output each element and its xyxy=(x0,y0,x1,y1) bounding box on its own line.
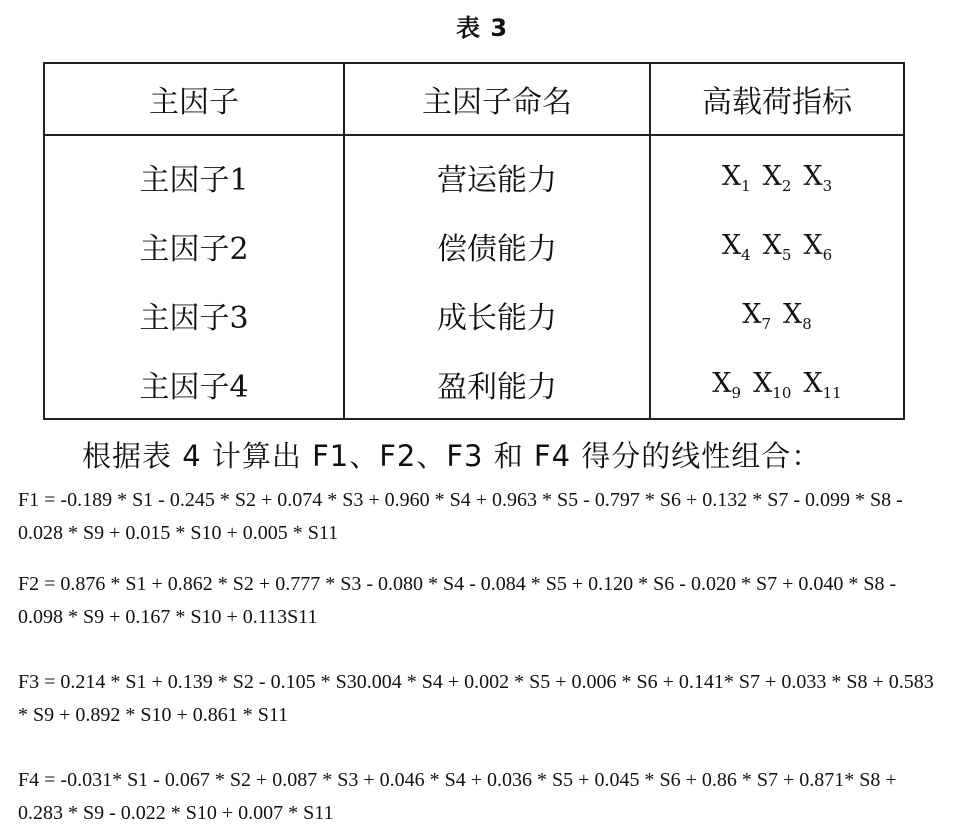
indicator-subscript: 2 xyxy=(781,177,792,195)
indicator-letter: X xyxy=(803,161,823,192)
indicator xyxy=(803,230,832,264)
formula-f1: F1 = -0.189 * S1 - 0.245 * S2 + 0.074 * S3 + 0.960 * S4 + 0.963 * S5 - 0.797 * S6 + 0.132 * S7 - 0.099 * S8 - 0.028 * S9 + 0.015 * S10 + 0.005 * S11 xyxy=(18,489,903,544)
table-header-row xyxy=(44,63,904,135)
indicator-subscript: 3 xyxy=(822,177,833,195)
indicator-subscript: 10 xyxy=(772,384,792,402)
indicator-letter: X xyxy=(803,368,823,399)
cell-factor: 主因子2 xyxy=(44,211,344,280)
header-high-loading-indicators: 高载荷指标 xyxy=(650,63,904,135)
table-row xyxy=(44,211,904,280)
indicator-subscript: 7 xyxy=(761,315,771,333)
indicator xyxy=(722,161,751,195)
cell-factor-name: 成长能力 xyxy=(344,280,650,349)
cell-indicators xyxy=(650,135,904,211)
formula-caption: 根据表 4 计算出 F1、F2、F3 和 F4 得分的线性组合： xyxy=(82,439,822,473)
cell-factor: 主因子4 xyxy=(44,349,344,419)
table-title: 表 3 xyxy=(455,14,509,42)
indicator-letter: X xyxy=(721,161,742,192)
indicator xyxy=(803,161,832,195)
cell-factor: 主因子3 xyxy=(44,280,344,349)
formula-f4: F4 = -0.031* S1 - 0.067 * S2 + 0.087 * S3 + 0.046 * S4 + 0.036 * S5 + 0.045 * S6 + 0.86 * S7 + 0.871* S8 + 0.283 * S9 - 0.022 * S10 + 0.007 * S11 xyxy=(18,769,897,824)
formula-f3: F3 = 0.214 * S1 + 0.139 * S2 - 0.105 * S30.004 * S4 + 0.002 * S5 + 0.006 * S6 + 0.141* S7 + 0.033 * S8 + 0.583 * S9 + 0.892 * S10 + 0.861 * S11 xyxy=(18,671,934,726)
table-row xyxy=(44,349,904,419)
cell-factor-name: 营运能力 xyxy=(344,135,650,211)
indicator xyxy=(742,299,771,333)
header-factor-name: 主因子命名 xyxy=(344,63,650,135)
indicator-subscript: 6 xyxy=(822,246,833,264)
indicator-letter: X xyxy=(742,299,762,330)
indicator-subscript: 8 xyxy=(802,315,812,333)
cell-factor: 主因子1 xyxy=(44,135,344,211)
indicator-subscript: 1 xyxy=(741,177,751,195)
indicator-subscript: 5 xyxy=(781,246,792,264)
cell-indicators xyxy=(650,349,904,419)
indicator xyxy=(722,230,751,264)
indicator-letter: X xyxy=(753,368,773,399)
indicator xyxy=(763,161,792,195)
indicator-subscript: 9 xyxy=(731,384,742,402)
formula-f2: F2 = 0.876 * S1 + 0.862 * S2 + 0.777 * S3 - 0.080 * S4 - 0.084 * S5 + 0.120 * S6 - 0.020 * S7 + 0.040 * S8 - 0.098 * S9 + 0.167 * S10 + 0.113S11 xyxy=(18,573,897,628)
indicator xyxy=(803,368,841,402)
indicator xyxy=(763,230,792,264)
indicator-letter: X xyxy=(712,368,732,399)
indicator-letter: X xyxy=(721,230,742,261)
cell-indicators xyxy=(650,211,904,280)
indicator-letter: X xyxy=(803,230,823,261)
cell-indicators xyxy=(650,280,904,349)
cell-factor-name: 盈利能力 xyxy=(344,349,650,419)
indicator-subscript: 4 xyxy=(741,246,751,264)
indicator-letter: X xyxy=(783,299,803,330)
indicator xyxy=(712,368,741,402)
cell-factor-name: 偿债能力 xyxy=(344,211,650,280)
indicator xyxy=(753,368,791,402)
indicator-subscript: 11 xyxy=(822,384,842,402)
header-factor: 主因子 xyxy=(44,63,344,135)
table-row xyxy=(44,280,904,349)
indicator-letter: X xyxy=(762,230,782,261)
table-row xyxy=(44,135,904,211)
factor-table xyxy=(43,62,905,420)
indicator xyxy=(783,299,812,333)
indicator-letter: X xyxy=(762,161,782,192)
